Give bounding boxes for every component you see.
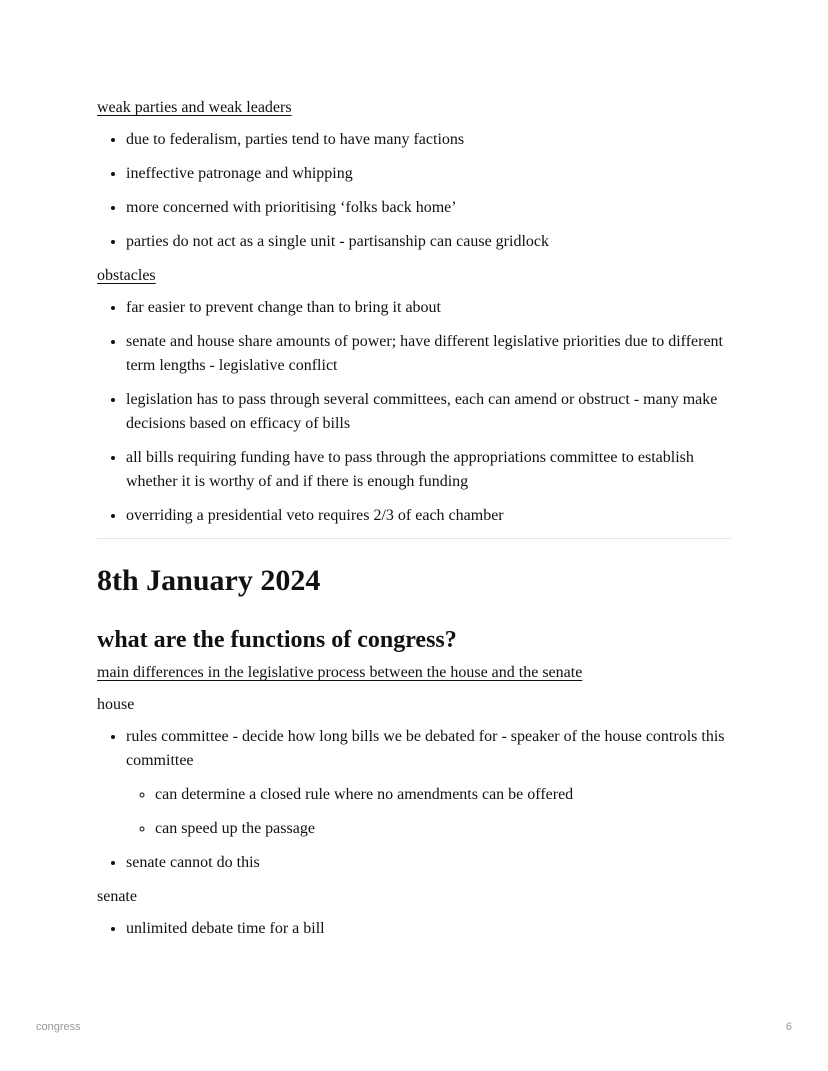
list-item: [126, 725, 731, 841]
section-divider: [97, 538, 731, 539]
list-item: • parties do not act as a single unit - partisanship can cause gridlock: [126, 230, 731, 254]
list-item: • ineffective patronage and whipping: [126, 162, 731, 186]
footer-page-number: 6: [785, 1021, 792, 1033]
list-item: • senate and house share amounts of power; have different legislative priorities due to different term lengths - legislative conflict: [126, 330, 731, 378]
senate-label: senate: [97, 888, 137, 905]
date-heading: 8th January 2024: [97, 564, 321, 597]
functions-heading: what are the functions of congress?: [97, 627, 457, 653]
section-heading-weak-parties: weak parties and weak leaders: [97, 99, 292, 116]
list-item: • all bills requiring funding have to pass through the appropriations committee to establish whether it is worthy of and if there is enough funding: [126, 446, 731, 494]
list-item: • far easier to prevent change than to bring it about: [126, 296, 731, 320]
weak-parties-list: [97, 128, 731, 254]
list-item: • due to federalism, parties tend to have many factions: [126, 128, 731, 152]
document-page: [97, 96, 731, 951]
rules-committee-sublist: [126, 783, 731, 841]
list-item: • unlimited debate time for a bill: [126, 917, 731, 941]
section-heading-differences: main differences in the legislative process between the house and the senate: [97, 664, 583, 681]
list-item: • senate cannot do this: [126, 851, 731, 875]
footer-document-title: congress: [36, 1021, 81, 1033]
list-item-text: rules committee - decide how long bills we be debated for - speaker of the house controls this committee: [126, 728, 725, 769]
house-list: [97, 725, 731, 875]
list-item: • more concerned with prioritising ‘folks back home’: [126, 196, 731, 220]
section-heading-obstacles: obstacles: [97, 267, 156, 284]
sub-list-item: ◦ can speed up the passage: [155, 817, 731, 841]
house-label: house: [97, 696, 135, 713]
list-item: • legislation has to pass through several committees, each can amend or obstruct - many make decisions based on efficacy of bills: [126, 388, 731, 436]
list-item: • overriding a presidential veto requires 2/3 of each chamber: [126, 504, 731, 528]
sub-list-item: ◦ can determine a closed rule where no amendments can be offered: [155, 783, 731, 807]
obstacles-list: [97, 296, 731, 528]
senate-list: [97, 917, 731, 941]
